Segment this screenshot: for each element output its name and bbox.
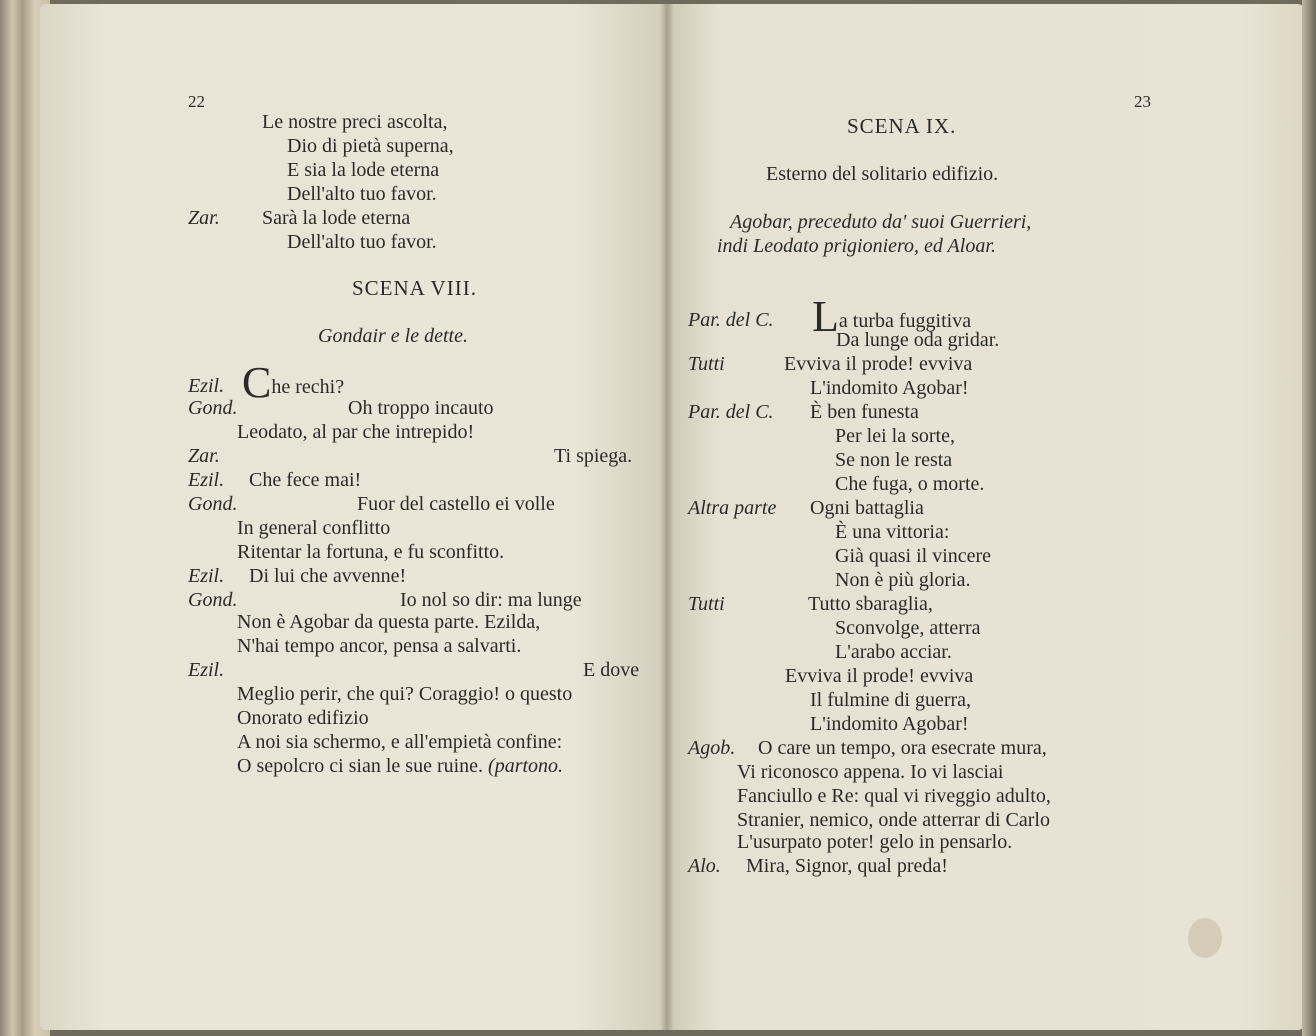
verse-line: N'hai tempo ancor, pensa a salvarti.: [237, 635, 522, 657]
verse-line: Io nol so dir: ma lunge: [400, 589, 582, 611]
speaker-label: Ezil.: [188, 375, 225, 397]
verse-line: Leodato, al par che intrepido!: [237, 421, 475, 443]
verse-line: È ben funesta: [810, 401, 919, 423]
speaker-label: Ezil.: [188, 659, 225, 681]
verse-line: L'arabo acciar.: [835, 641, 952, 663]
verse-line: Già quasi il vincere: [835, 545, 992, 567]
speaker-label: Gond.: [188, 493, 238, 515]
verse-line: Se non le resta: [835, 449, 953, 471]
verse-line: Di lui che avvenne!: [249, 565, 407, 587]
stage-direction: Gondair e le dette.: [318, 325, 468, 347]
verse-line: Non è più gloria.: [835, 569, 971, 591]
verse-line: È una vittoria:: [835, 521, 950, 543]
verse-line: [237, 754, 563, 778]
verse-line: L'usurpato poter! gelo in pensarlo.: [737, 831, 1013, 853]
verse-line: Mira, Signor, qual preda!: [746, 855, 948, 877]
verse-line: Che fuga, o morte.: [835, 473, 985, 495]
verse-text: a turba fuggitiva: [838, 310, 972, 332]
speaker-label: Zar.: [188, 445, 220, 467]
verse-line: Stranier, nemico, onde atterrar di Carlo: [737, 809, 1050, 831]
stage-direction: (partono.: [488, 755, 564, 777]
speaker-label: Ezil.: [188, 469, 225, 491]
verse-line: Vi riconosco appena. Io vi lasciai: [737, 761, 1004, 783]
verse-line: Dio di pietà superna,: [287, 135, 454, 157]
verse-line: [242, 358, 345, 407]
verse-line: Le nostre preci ascolta,: [262, 111, 448, 133]
stage-direction: Agobar, preceduto da' suoi Guerrieri,: [730, 211, 1032, 233]
verse-text: he rechi?: [271, 376, 345, 398]
verse-line: Non è Agobar da questa parte. Ezilda,: [237, 611, 541, 633]
verse-line: Ritentar la fortuna, e fu sconfitto.: [237, 541, 505, 563]
verse-line: In general conflitto: [237, 517, 391, 539]
speaker-label: Par. del C.: [688, 401, 774, 423]
verse-line: Ti spiega.: [554, 445, 633, 467]
scene-heading: SCENA IX.: [847, 114, 957, 138]
verse-line: Il fulmine di guerra,: [810, 689, 972, 711]
verse-line: Sarà la lode eterna: [262, 207, 411, 229]
speaker-label: Alo.: [688, 855, 721, 877]
verse-line: Che fece mai!: [249, 469, 362, 491]
verse-line: E dove: [583, 659, 640, 681]
verse-line: Oh troppo incauto: [348, 397, 494, 419]
speaker-label: Zar.: [188, 207, 220, 229]
speaker-label: Par. del C.: [688, 309, 774, 331]
speaker-label: Gond.: [188, 397, 238, 419]
verse-line: Dell'alto tuo favor.: [287, 231, 437, 253]
speaker-label: Tutti: [688, 593, 725, 615]
page-number-right: 23: [1134, 92, 1151, 111]
page-number-left: 22: [188, 92, 205, 111]
verse-line: L'indomito Agobar!: [810, 377, 969, 399]
verse-line: Dell'alto tuo favor.: [287, 183, 437, 205]
verse-line: Evviva il prode! evviva: [784, 353, 973, 375]
drop-cap: L: [812, 292, 839, 341]
verse-line: Tutto sbaraglia,: [808, 593, 933, 615]
book-gutter: [660, 4, 674, 1030]
drop-cap: C: [242, 358, 272, 407]
verse-line: Da lunge oda gridar.: [836, 329, 1000, 351]
verse-line: Evviva il prode! evviva: [785, 665, 974, 687]
verse-line: Sconvolge, atterra: [835, 617, 981, 639]
speaker-label: Ezil.: [188, 565, 225, 587]
verse-line: A noi sia schermo, e all'empietà confine:: [237, 731, 563, 753]
speaker-label: Agob.: [688, 737, 736, 759]
verse-line: Onorato edifizio: [237, 707, 369, 729]
verse-line: Ogni battaglia: [810, 497, 924, 519]
paper-stain: [1188, 918, 1222, 958]
setting-line: Esterno del solitario edifizio.: [766, 163, 999, 185]
verse-line: Per lei la sorte,: [835, 425, 955, 447]
speaker-label: Tutti: [688, 353, 725, 375]
verse-line: Meglio perir, che qui? Coraggio! o questo: [237, 683, 573, 705]
verse-line: O care un tempo, ora esecrate mura,: [758, 737, 1047, 759]
verse-text: O sepolcro ci sian le sue ruine.: [237, 755, 484, 777]
verse-line: E sia la lode eterna: [287, 159, 440, 181]
speaker-label: Altra parte: [688, 497, 777, 519]
verse-line: Fanciullo e Re: qual vi riveggio adulto,: [737, 785, 1051, 807]
book-edge-right: [1302, 0, 1316, 1036]
scene-heading: SCENA VIII.: [352, 276, 477, 300]
verse-line: L'indomito Agobar!: [810, 713, 969, 735]
verse-line: Fuor del castello ei volle: [357, 493, 555, 515]
stage-direction: indi Leodato prigioniero, ed Aloar.: [717, 235, 996, 257]
speaker-label: Gond.: [188, 589, 238, 611]
